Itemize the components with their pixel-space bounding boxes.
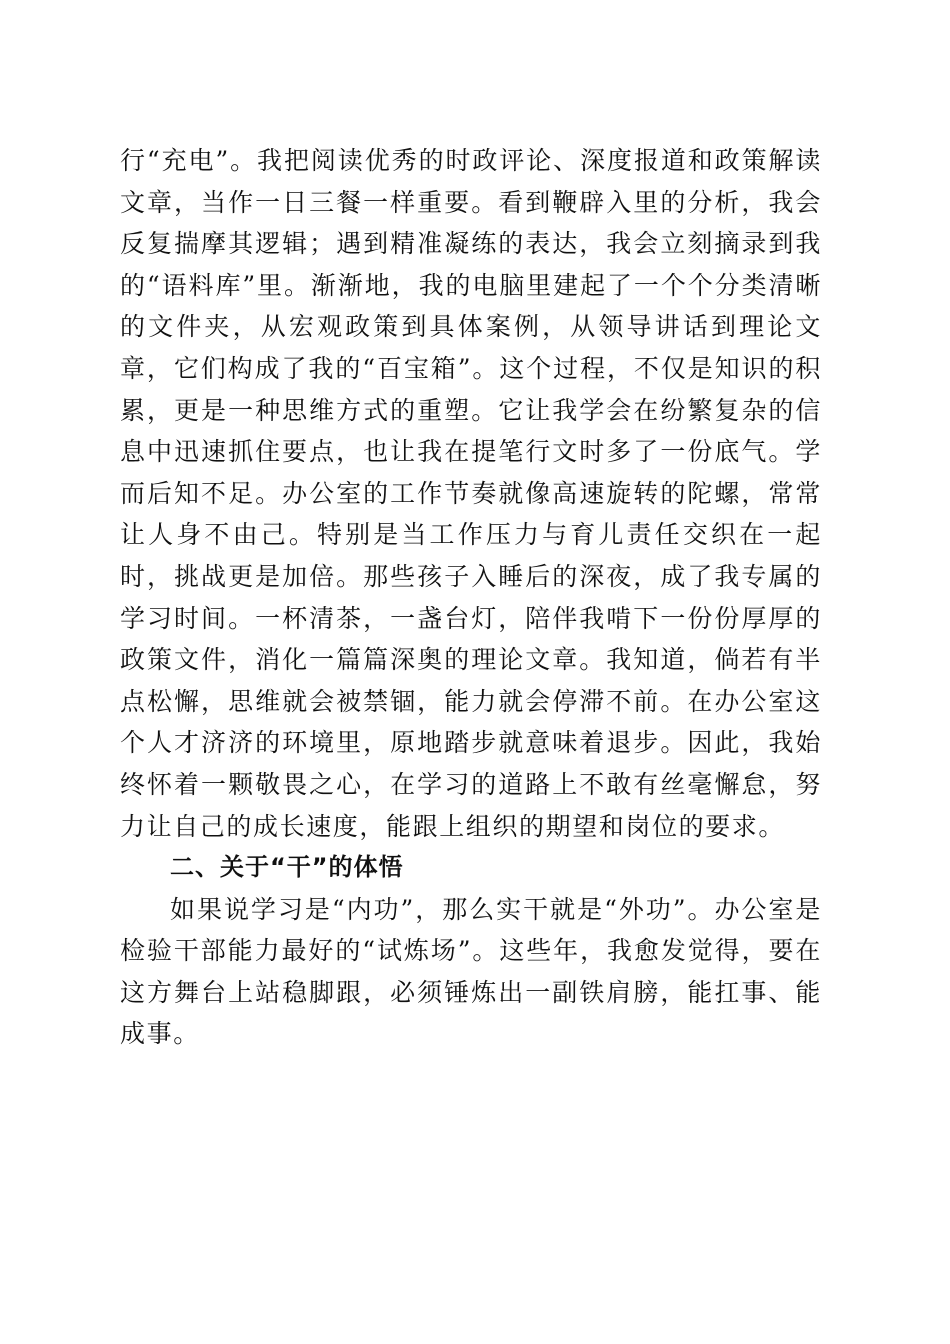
- body-paragraph-continuation: 行“充电”。我把阅读优秀的时政评论、深度报道和政策解读文章，当作一日三餐一样重要。看到鞭辟入里的分析，我会反复揣摩其逻辑；遇到精准凝练的表达，我会立刻摘录到我的“语料库”里。渐渐地，我的电脑里建起了一个个分类清晰的文件夹，从宏观政策到具体案例，从领导讲话到理论文章，它们构成了我的“百宝箱”。这个过程，不仅是知识的积累，更是一种思维方式的重塑。它让我学会在纷繁复杂的信息中迅速抓住要点，也让我在提笔行文时多了一份底气。学而后知不足。办公室的工作节奏就像高速旋转的陀螺，常常让人身不由己。特别是当工作压力与育儿责任交织在一起时，挑战更是加倍。那些孩子入睡后的深夜，成了我专属的学习时间。一杯清茶，一盏台灯，陪伴我啃下一份份厚厚的政策文件，消化一篇篇深奥的理论文章。我知道，倘若有半点松懈，思维就会被禁锢，能力就会停滞不前。在办公室这个人才济济的环境里，原地踏步就意味着退步。因此，我始终怀着一颗敬畏之心，在学习的道路上不敢有丝毫懈怠，努力让自己的成长速度，能跟上组织的期望和岗位的要求。: [120, 146, 822, 841]
- document-body: [120, 140, 822, 1055]
- section-heading: 二、关于“干”的体悟: [170, 853, 404, 882]
- body-paragraph: 如果说学习是“内功”，那么实干就是“外功”。办公室是检验干部能力最好的“试炼场”。这些年，我愈发觉得，要在这方舞台上站稳脚跟，必须锤炼出一副铁肩膀，能扛事、能成事。: [120, 894, 822, 1049]
